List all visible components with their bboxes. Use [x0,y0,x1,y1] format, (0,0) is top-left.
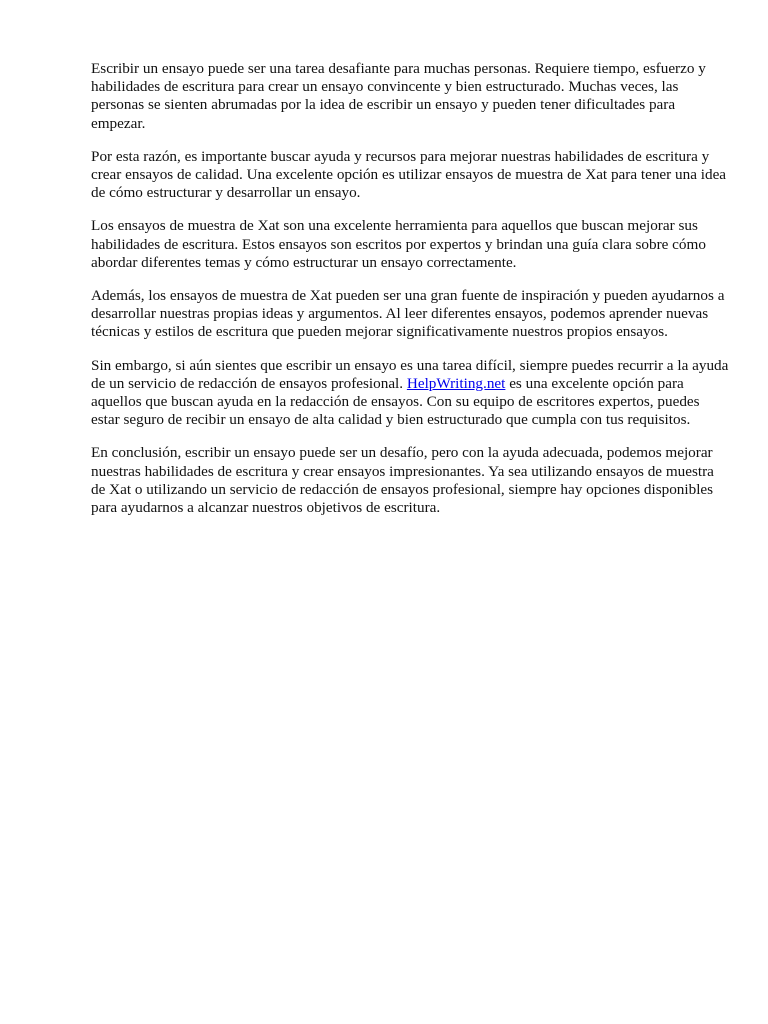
helpwriting-link[interactable]: HelpWriting.net [406,374,506,392]
paragraph-inspiration: Además, los ensayos de muestra de Xat pueden ser una gran fuente de inspiración y pueden ayudarnos a desarrollar nuestras propias ideas y argumentos. Al leer diferentes ensayos, podemos aprender nuevas técnicas y estilos de escritura que pueden mejorar significativamente nuestros propios ensayos. [91,287,725,341]
paragraph-service-text-before: Sin embargo, si aún sientes que escribir un ensayo es una tarea difícil, siempre puedes recurrir a la ayuda de un servicio de redacción de ensayos profesional. [91,356,729,392]
paragraph-intro: Escribir un ensayo puede ser una tarea desafiante para muchas personas. Requiere tiempo, esfuerzo y habilidades de escritura para crear un ensayo convincente y bien estructurado. Muchas veces, las personas se sienten abrumadas por la idea de escribir un ensayo y pueden tener dificultades para empezar. [91,60,706,132]
paragraph-sample-essays: Los ensayos de muestra de Xat son una excelente herramienta para aquellos que buscan mejorar sus habilidades de escritura. Estos ensayos son escritos por expertos y brindan una guía clara sobre cómo abordar diferentes temas y cómo estructurar un ensayo correctamente. [91,217,706,271]
paragraph-reason: Por esta razón, es importante buscar ayuda y recursos para mejorar nuestras habilidades de escritura y crear ensayos de calidad. Una excelente opción es utilizar ensayos de muestra de Xat para tener una idea de cómo estructurar y desarrollar un ensayo. [91,147,727,202]
paragraph-service-text-after: es una excelente opción para aquellos que buscan ayuda en la redacción de ensayos. Con su equipo de escritores expertos, puedes estar seguro de recibir un ensayo de alta calidad y bien estructurado que cumpla con tus requisitos. [91,374,700,429]
document-body [91,60,731,532]
paragraph-service [91,357,731,430]
paragraph-conclusion: En conclusión, escribir un ensayo puede ser un desafío, pero con la ayuda adecuada, podemos mejorar nuestras habilidades de escritura y crear ensayos impresionantes. Ya sea utilizando ensayos de muestra de Xat o utilizando un servicio de redacción de ensayos profesional, siempre hay opciones disponibles para ayudarnos a alcanzar nuestros objetivos de escritura. [91,444,714,517]
